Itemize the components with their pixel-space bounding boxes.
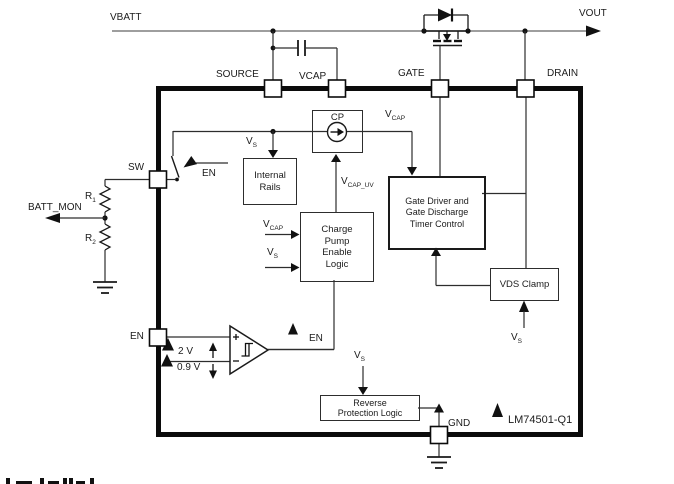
threshold-rise-arrow-icon	[209, 343, 217, 352]
battery-monitor-divider	[45, 180, 150, 294]
vcap-uv-arrow-icon	[331, 154, 341, 162]
pin-label-source: SOURCE	[216, 69, 259, 80]
vcap-label-cp-out: $V_{CAP}$	[385, 109, 406, 122]
pin-gnd	[431, 427, 448, 444]
vs-label-reverse-protection: $V_S$	[354, 350, 366, 363]
en-comparator-label: EN	[309, 333, 323, 344]
vs-clamp-arrow-icon	[519, 301, 529, 313]
vout-arrow-icon	[586, 26, 601, 37]
en-switch-label: EN	[202, 168, 216, 179]
vs-arrow-icon	[268, 150, 278, 158]
body-diode-icon	[424, 9, 468, 32]
pin-sw	[150, 171, 167, 188]
threshold-rise-label: 2 V	[178, 346, 194, 357]
vs-label-enable-input: $V_S$	[267, 247, 279, 260]
pin-drain	[517, 80, 534, 97]
capacitor-icon	[273, 40, 337, 56]
pin-label-vcap: VCAP	[299, 71, 327, 82]
r1-label: $R_1$	[85, 191, 96, 204]
pin-label-en: EN	[130, 331, 144, 342]
vbatt-label: VBATT	[110, 12, 142, 23]
vcap-uv-label: $V_{CAP\_UV}$	[341, 176, 374, 189]
vcap-arrow-icon	[407, 167, 417, 176]
part-name-label: LM74501-Q1	[508, 414, 573, 426]
ground-icon	[93, 282, 117, 293]
block-charge-pump: CP	[312, 110, 363, 153]
block-reverse-protection-logic: Reverse Protection Logic	[320, 395, 420, 421]
cropped-text-fragment	[6, 478, 94, 484]
resistor-r1-icon	[100, 186, 110, 212]
part-marker-icon	[492, 403, 503, 417]
pin-vcap	[329, 80, 346, 97]
pin-label-drain: DRAIN	[547, 68, 579, 79]
r2-label: $R_2$	[85, 233, 96, 246]
block-charge-pump-enable-logic: Charge Pump Enable Logic	[300, 212, 374, 282]
vout-label: VOUT	[579, 8, 607, 19]
threshold-fall-label: 0.9 V	[177, 362, 201, 373]
batt-mon-label: BATT_MON	[28, 202, 82, 213]
pin-label-gnd: GND	[448, 418, 471, 429]
block-vds-clamp: VDS Clamp	[490, 268, 559, 301]
batt-mon-arrow-icon	[45, 213, 60, 223]
pin-label-sw: SW	[128, 162, 145, 173]
block-gate-driver: Gate Driver and Gate Discharge Timer Control	[388, 176, 486, 250]
threshold-fall-arrow-icon	[209, 371, 217, 380]
vs-rpl-arrow-icon	[358, 387, 368, 395]
vs-input-arrow-icon	[291, 263, 300, 272]
resistor-r2-icon	[100, 224, 110, 250]
en-ref-arrow-icon	[161, 354, 173, 367]
en-direction-arrow-icon	[288, 323, 298, 335]
mosfet-symbol	[421, 9, 470, 85]
switch-icon	[167, 131, 228, 181]
vcap-label-enable-input: $V_{CAP}$	[263, 219, 284, 232]
pin-gate	[432, 80, 449, 97]
pin-en	[150, 329, 167, 346]
en-control-arrow-icon	[181, 156, 197, 172]
ground-icon	[427, 457, 451, 468]
pin-label-gate: GATE	[398, 68, 425, 79]
vcap-input-arrow-icon	[291, 230, 300, 239]
vs-label-vds-clamp: $V_S$	[511, 332, 523, 345]
vs-label-internal-rails: $V_S$	[246, 136, 258, 149]
block-internal-rails: Internal Rails	[243, 158, 297, 205]
pin-source	[265, 80, 282, 97]
